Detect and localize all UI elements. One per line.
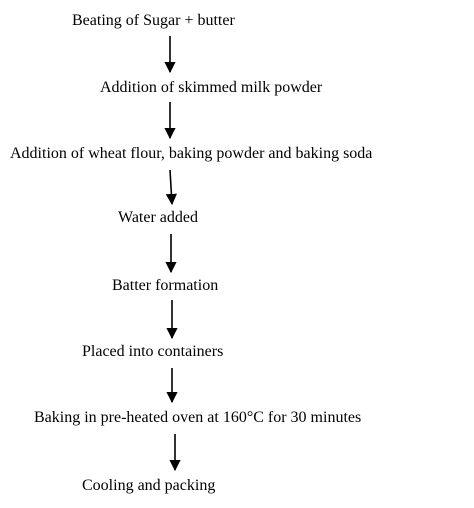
step-baking-in-oven: Baking in pre-heated oven at 160°C for 30 minutes (34, 409, 362, 426)
step-add-flour-baking-powder-soda: Addition of wheat flour, baking powder and baking soda (10, 145, 373, 162)
arrow-down-3 (170, 170, 172, 204)
step-placed-into-containers: Placed into containers (82, 343, 224, 360)
step-cooling-and-packing: Cooling and packing (82, 477, 216, 494)
step-add-skimmed-milk-powder: Addition of skimmed milk powder (100, 79, 323, 96)
step-water-added: Water added (118, 209, 198, 226)
step-beating-sugar-butter: Beating of Sugar + butter (72, 12, 235, 29)
step-batter-formation: Batter formation (112, 277, 219, 294)
